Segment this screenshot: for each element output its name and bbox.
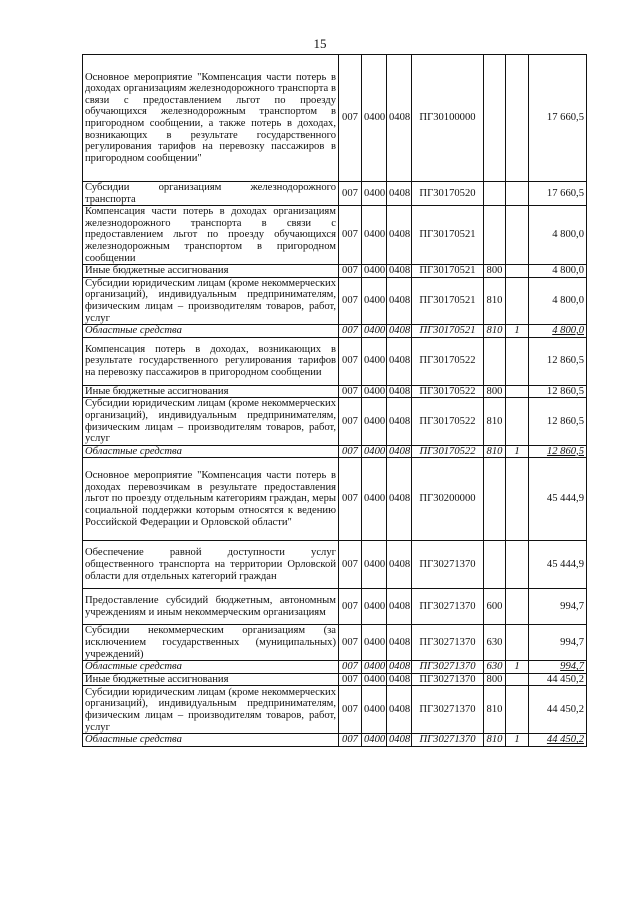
cell-amount: 12 860,5 [546, 445, 584, 457]
cell-amount: 17 660,5 [546, 112, 584, 124]
cell-grbs-code: 007 [339, 734, 362, 747]
cell-subsection-code: 0408 [387, 55, 412, 182]
cell-amount: 994,7 [560, 600, 584, 612]
row-description: Областные средства [83, 445, 339, 458]
cell-target-article: ПГ30170522 [412, 445, 484, 458]
cell-subsection-code: 0408 [387, 734, 412, 747]
cell-section-code: 0400 [362, 445, 387, 458]
table-row [83, 589, 587, 625]
cell-amount-wrapper [529, 265, 587, 278]
cell-expense-type [484, 206, 506, 265]
cell-subsection-code: 0408 [387, 385, 412, 398]
cell-target-article: ПГ30170521 [412, 206, 484, 265]
cell-amount: 12 860,5 [546, 385, 584, 397]
cell-funding-source [506, 673, 529, 686]
cell-amount: 45 444,9 [546, 493, 584, 505]
cell-amount: 4 800,0 [552, 265, 584, 277]
cell-expense-type [484, 541, 506, 589]
cell-amount-wrapper [529, 589, 587, 625]
cell-target-article: ПГ30271370 [412, 661, 484, 674]
cell-grbs-code: 007 [339, 325, 362, 338]
cell-target-article: ПГ30170521 [412, 265, 484, 278]
cell-target-article: ПГ30170521 [412, 277, 484, 324]
cell-target-article: ПГ30271370 [412, 673, 484, 686]
cell-section-code: 0400 [362, 541, 387, 589]
cell-grbs-code: 007 [339, 541, 362, 589]
cell-section-code: 0400 [362, 325, 387, 338]
cell-expense-type: 600 [484, 589, 506, 625]
cell-grbs-code: 007 [339, 398, 362, 445]
cell-funding-source [506, 277, 529, 324]
cell-expense-type: 810 [484, 398, 506, 445]
budget-table [82, 54, 587, 747]
cell-target-article: ПГ30271370 [412, 589, 484, 625]
table-row [83, 265, 587, 278]
cell-amount-wrapper [529, 182, 587, 206]
cell-amount-wrapper [529, 277, 587, 324]
cell-amount-wrapper [529, 398, 587, 445]
row-description: Основное мероприятие "Компенсация части потерь в доходах перевозчикам в результате предоставления льгот по проезду отдельным категориям граждан, меры социальной поддержки которым относятся к ведению Российской Федерации и Орловской области" [83, 458, 339, 541]
cell-target-article: ПГ30170522 [412, 385, 484, 398]
cell-amount-wrapper [529, 541, 587, 589]
cell-target-article: ПГ30200000 [412, 458, 484, 541]
cell-section-code: 0400 [362, 589, 387, 625]
cell-funding-source [506, 385, 529, 398]
cell-funding-source [506, 265, 529, 278]
cell-section-code: 0400 [362, 182, 387, 206]
row-description: Иные бюджетные ассигнования [83, 265, 339, 278]
cell-amount: 994,7 [560, 636, 584, 648]
cell-expense-type: 630 [484, 625, 506, 661]
cell-expense-type [484, 337, 506, 385]
cell-amount: 994,7 [560, 661, 584, 673]
cell-amount: 4 800,0 [552, 325, 584, 337]
cell-amount: 17 660,5 [546, 187, 584, 199]
row-description: Иные бюджетные ассигнования [83, 385, 339, 398]
cell-expense-type: 810 [484, 325, 506, 338]
cell-section-code: 0400 [362, 265, 387, 278]
cell-amount: 4 800,0 [552, 295, 584, 307]
cell-target-article: ПГ30170520 [412, 182, 484, 206]
cell-section-code: 0400 [362, 277, 387, 324]
cell-subsection-code: 0408 [387, 206, 412, 265]
cell-amount-wrapper [529, 55, 587, 182]
cell-funding-source: 1 [506, 734, 529, 747]
cell-expense-type: 810 [484, 734, 506, 747]
cell-section-code: 0400 [362, 55, 387, 182]
cell-amount: 44 450,2 [546, 734, 584, 746]
cell-amount-wrapper [529, 673, 587, 686]
cell-grbs-code: 007 [339, 385, 362, 398]
cell-target-article: ПГ30100000 [412, 55, 484, 182]
cell-amount: 4 800,0 [552, 229, 584, 241]
cell-amount: 45 444,9 [546, 558, 584, 570]
cell-funding-source [506, 589, 529, 625]
cell-expense-type [484, 458, 506, 541]
table-row [83, 182, 587, 206]
cell-subsection-code: 0408 [387, 265, 412, 278]
table-row [83, 55, 587, 182]
cell-amount-wrapper [529, 686, 587, 734]
cell-funding-source [506, 398, 529, 445]
cell-amount: 44 450,2 [546, 704, 584, 716]
row-description: Областные средства [83, 325, 339, 338]
cell-expense-type [484, 182, 506, 206]
cell-subsection-code: 0408 [387, 541, 412, 589]
cell-funding-source: 1 [506, 445, 529, 458]
cell-subsection-code: 0408 [387, 673, 412, 686]
cell-amount-wrapper [529, 661, 587, 674]
cell-grbs-code: 007 [339, 55, 362, 182]
table-row [83, 337, 587, 385]
table-row [83, 734, 587, 747]
cell-amount-wrapper [529, 206, 587, 265]
cell-amount: 12 860,5 [546, 355, 584, 367]
cell-grbs-code: 007 [339, 265, 362, 278]
row-description: Субсидии организациям железнодорожного транспорта [83, 182, 339, 206]
cell-amount-wrapper [529, 385, 587, 398]
row-description: Компенсация потерь в доходах, возникающих в результате государственного регулирования тарифов на перевозку пассажиров в пригородном сообщении [83, 337, 339, 385]
cell-funding-source: 1 [506, 661, 529, 674]
cell-grbs-code: 007 [339, 445, 362, 458]
cell-amount-wrapper [529, 325, 587, 338]
cell-funding-source [506, 182, 529, 206]
cell-funding-source [506, 55, 529, 182]
cell-expense-type: 810 [484, 445, 506, 458]
cell-target-article: ПГ30271370 [412, 734, 484, 747]
cell-subsection-code: 0408 [387, 325, 412, 338]
cell-target-article: ПГ30170522 [412, 337, 484, 385]
row-description: Основное мероприятие "Компенсация части потерь в доходах организациям железнодорожного транспорта в связи с предоставлением льгот по проезду обучающихся железнодорожным транспортом в пригородном сообщении, а также потерь в доходах, возникающих в результате государственного регулирования тарифов на перевозку пассажиров в пригородном сообщении" [83, 55, 339, 182]
cell-section-code: 0400 [362, 734, 387, 747]
cell-subsection-code: 0408 [387, 182, 412, 206]
cell-section-code: 0400 [362, 398, 387, 445]
cell-subsection-code: 0408 [387, 458, 412, 541]
cell-subsection-code: 0408 [387, 686, 412, 734]
cell-subsection-code: 0408 [387, 337, 412, 385]
cell-expense-type: 630 [484, 661, 506, 674]
row-description: Предоставление субсидий бюджетным, автономным учреждениям и иным некоммерческим организациям [83, 589, 339, 625]
cell-amount-wrapper [529, 337, 587, 385]
table-row [83, 458, 587, 541]
cell-funding-source [506, 625, 529, 661]
cell-section-code: 0400 [362, 385, 387, 398]
cell-amount-wrapper [529, 458, 587, 541]
cell-target-article: ПГ30271370 [412, 541, 484, 589]
cell-grbs-code: 007 [339, 277, 362, 324]
cell-grbs-code: 007 [339, 661, 362, 674]
cell-funding-source: 1 [506, 325, 529, 338]
row-description: Субсидии юридическим лицам (кроме некоммерческих организаций), индивидуальным предпринимателям, физическим лицам – производителям товаров, работ, услуг [83, 398, 339, 445]
cell-grbs-code: 007 [339, 625, 362, 661]
row-description: Областные средства [83, 661, 339, 674]
cell-target-article: ПГ30170522 [412, 398, 484, 445]
cell-grbs-code: 007 [339, 182, 362, 206]
cell-section-code: 0400 [362, 206, 387, 265]
cell-funding-source [506, 541, 529, 589]
cell-funding-source [506, 337, 529, 385]
table-row [83, 673, 587, 686]
table-row [83, 325, 587, 338]
cell-target-article: ПГ30271370 [412, 686, 484, 734]
cell-grbs-code: 007 [339, 337, 362, 385]
cell-subsection-code: 0408 [387, 398, 412, 445]
row-description: Субсидии юридическим лицам (кроме некоммерческих организаций), индивидуальным предпринимателям, физическим лицам – производителям товаров, работ, услуг [83, 277, 339, 324]
cell-expense-type [484, 55, 506, 182]
cell-expense-type: 800 [484, 265, 506, 278]
cell-subsection-code: 0408 [387, 277, 412, 324]
cell-section-code: 0400 [362, 625, 387, 661]
table-row [83, 398, 587, 445]
cell-section-code: 0400 [362, 661, 387, 674]
cell-expense-type: 810 [484, 686, 506, 734]
cell-funding-source [506, 206, 529, 265]
row-description: Обеспечение равной доступности услуг общественного транспорта на территории Орловской области для отдельных категорий граждан [83, 541, 339, 589]
cell-amount-wrapper [529, 625, 587, 661]
table-row [83, 686, 587, 734]
table-row [83, 541, 587, 589]
cell-grbs-code: 007 [339, 673, 362, 686]
cell-amount: 44 450,2 [546, 673, 584, 685]
cell-grbs-code: 007 [339, 206, 362, 265]
cell-section-code: 0400 [362, 458, 387, 541]
cell-subsection-code: 0408 [387, 445, 412, 458]
cell-section-code: 0400 [362, 337, 387, 385]
table-row [83, 661, 587, 674]
cell-grbs-code: 007 [339, 458, 362, 541]
cell-target-article: ПГ30271370 [412, 625, 484, 661]
cell-funding-source [506, 686, 529, 734]
cell-amount-wrapper [529, 734, 587, 747]
cell-amount: 12 860,5 [546, 415, 584, 427]
cell-expense-type: 800 [484, 673, 506, 686]
page-number: 15 [313, 36, 327, 51]
cell-expense-type: 810 [484, 277, 506, 324]
cell-section-code: 0400 [362, 673, 387, 686]
table-row [83, 385, 587, 398]
cell-section-code: 0400 [362, 686, 387, 734]
table-row [83, 277, 587, 324]
row-description: Компенсация части потерь в доходах организациям железнодорожного транспорта в связи с предоставлением льгот по проезду обучающихся железнодорожным транспортом в пригородном сообщении [83, 206, 339, 265]
cell-grbs-code: 007 [339, 686, 362, 734]
row-description: Областные средства [83, 734, 339, 747]
table-row [83, 625, 587, 661]
table-row [83, 206, 587, 265]
cell-grbs-code: 007 [339, 589, 362, 625]
row-description: Иные бюджетные ассигнования [83, 673, 339, 686]
row-description: Субсидии некоммерческим организациям (за исключением государственных (муниципальных) учреждений) [83, 625, 339, 661]
cell-expense-type: 800 [484, 385, 506, 398]
cell-funding-source [506, 458, 529, 541]
table-row [83, 445, 587, 458]
row-description: Субсидии юридическим лицам (кроме некоммерческих организаций), индивидуальным предпринимателям, физическим лицам – производителям товаров, работ, услуг [83, 686, 339, 734]
cell-subsection-code: 0408 [387, 589, 412, 625]
cell-subsection-code: 0408 [387, 625, 412, 661]
cell-amount-wrapper [529, 445, 587, 458]
cell-subsection-code: 0408 [387, 661, 412, 674]
cell-target-article: ПГ30170521 [412, 325, 484, 338]
